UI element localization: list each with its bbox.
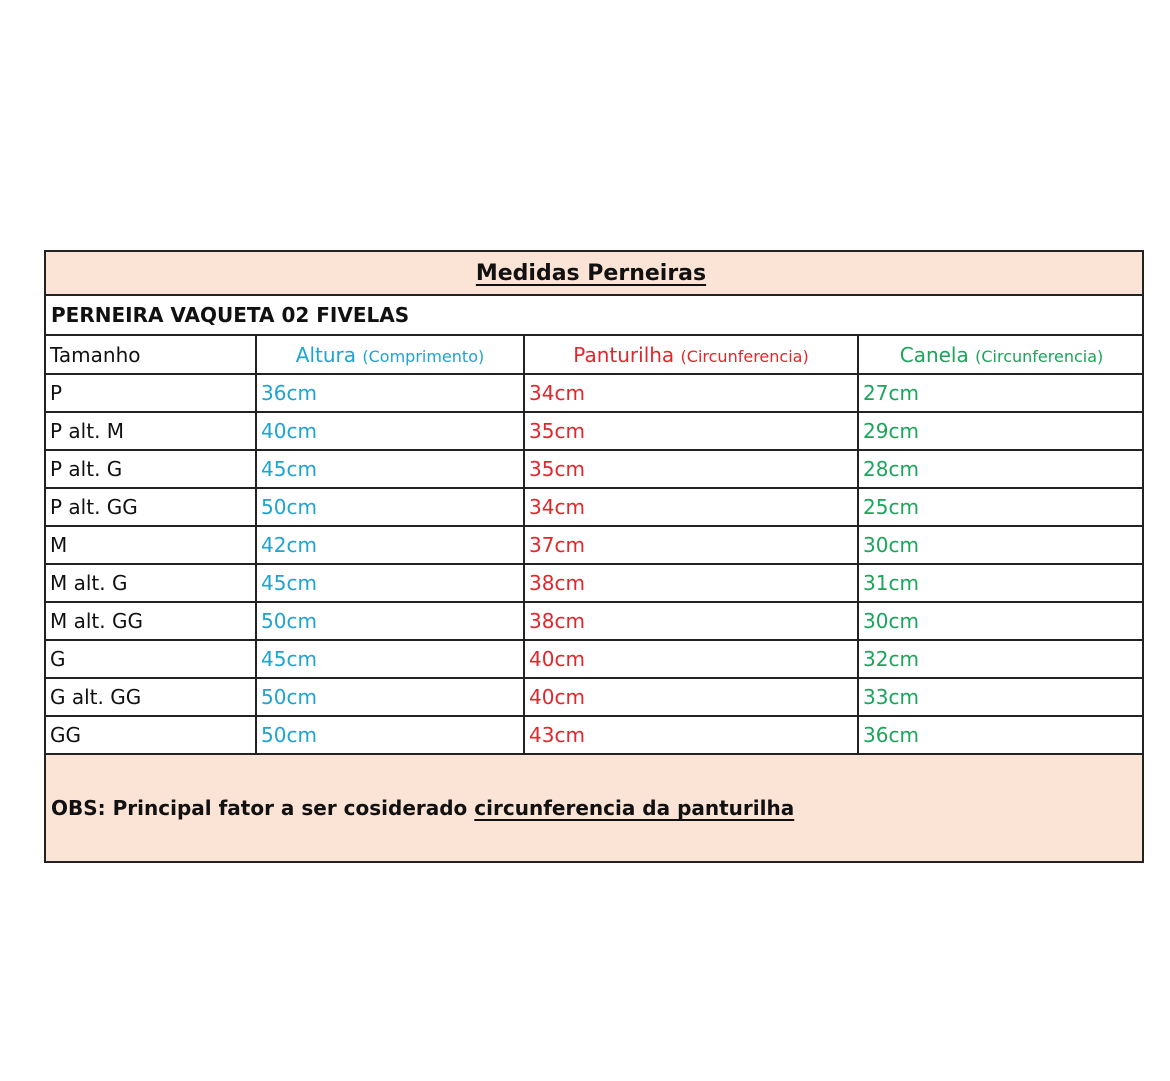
cell-canela: 31cm — [858, 564, 1144, 602]
cell-altura: 50cm — [256, 488, 524, 526]
cell-panturilha: 34cm — [524, 488, 858, 526]
table-row — [46, 640, 1144, 678]
title-row — [46, 252, 1142, 296]
cell-canela: 29cm — [858, 412, 1144, 450]
cell-size: G alt. GG — [46, 678, 256, 716]
table-row — [46, 374, 1144, 412]
cell-panturilha: 43cm — [524, 716, 858, 754]
header-altura: Altura (Comprimento) — [256, 336, 524, 374]
measurements-table — [46, 336, 1144, 755]
cell-panturilha: 40cm — [524, 678, 858, 716]
cell-altura: 40cm — [256, 412, 524, 450]
size-chart — [44, 250, 1144, 863]
table-row — [46, 716, 1144, 754]
cell-size: P alt. G — [46, 450, 256, 488]
cell-canela: 30cm — [858, 602, 1144, 640]
cell-altura: 36cm — [256, 374, 524, 412]
cell-size: P alt. GG — [46, 488, 256, 526]
observation-row — [46, 755, 1142, 861]
cell-canela: 36cm — [858, 716, 1144, 754]
table-row — [46, 564, 1144, 602]
table-row — [46, 602, 1144, 640]
cell-altura: 50cm — [256, 716, 524, 754]
cell-size: G — [46, 640, 256, 678]
cell-panturilha: 38cm — [524, 602, 858, 640]
cell-panturilha: 37cm — [524, 526, 858, 564]
cell-canela: 27cm — [858, 374, 1144, 412]
cell-canela: 28cm — [858, 450, 1144, 488]
cell-canela: 32cm — [858, 640, 1144, 678]
table-row — [46, 678, 1144, 716]
subtitle-row — [46, 296, 1142, 336]
cell-size: M alt. GG — [46, 602, 256, 640]
page-title: Medidas Perneiras — [475, 260, 707, 286]
cell-panturilha: 38cm — [524, 564, 858, 602]
header-panturilha: Panturilha (Circunferencia) — [524, 336, 858, 374]
header-canela: Canela (Circunferencia) — [858, 336, 1144, 374]
cell-altura: 45cm — [256, 564, 524, 602]
table-header-row — [46, 336, 1144, 374]
cell-panturilha: 35cm — [524, 450, 858, 488]
cell-size: M alt. G — [46, 564, 256, 602]
cell-canela: 30cm — [858, 526, 1144, 564]
cell-altura: 50cm — [256, 678, 524, 716]
cell-altura: 42cm — [256, 526, 524, 564]
table-row — [46, 526, 1144, 564]
cell-size: GG — [46, 716, 256, 754]
table-row — [46, 450, 1144, 488]
observation-text: OBS: Principal fator a ser cosiderado circunferencia da panturilha — [51, 796, 795, 820]
cell-size: P — [46, 374, 256, 412]
cell-panturilha: 35cm — [524, 412, 858, 450]
cell-size: M — [46, 526, 256, 564]
cell-altura: 45cm — [256, 450, 524, 488]
cell-panturilha: 34cm — [524, 374, 858, 412]
cell-canela: 25cm — [858, 488, 1144, 526]
table-row — [46, 412, 1144, 450]
table-row — [46, 488, 1144, 526]
cell-altura: 45cm — [256, 640, 524, 678]
cell-altura: 50cm — [256, 602, 524, 640]
cell-size: P alt. M — [46, 412, 256, 450]
product-name: PERNEIRA VAQUETA 02 FIVELAS — [51, 303, 410, 327]
header-size: Tamanho — [46, 336, 256, 374]
observation-emphasis: circunferencia da panturilha — [474, 796, 795, 820]
cell-canela: 33cm — [858, 678, 1144, 716]
cell-panturilha: 40cm — [524, 640, 858, 678]
